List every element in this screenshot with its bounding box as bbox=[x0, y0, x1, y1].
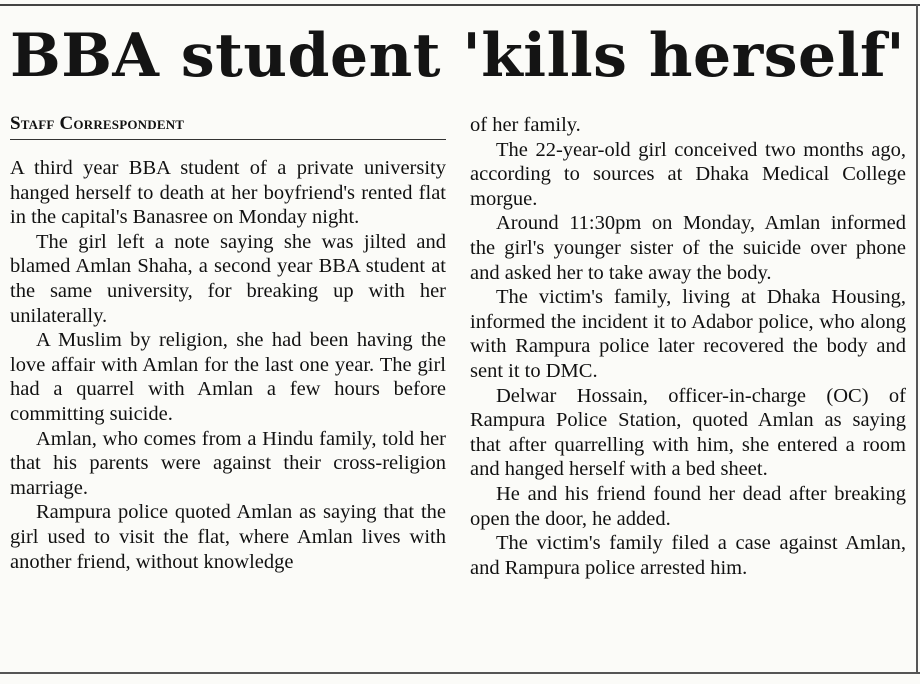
byline: Staff Correspondent bbox=[10, 112, 446, 140]
bottom-border-rule bbox=[0, 672, 920, 674]
headline: BBA student 'kills herself' bbox=[10, 21, 906, 91]
paragraph: The victim's family filed a case against Amlan, and Rampura police arrested him. bbox=[470, 532, 906, 579]
paragraph: Rampura police quoted Amlan as saying that the girl used to visit the flat, where Amlan lives with another friend, without knowledge bbox=[10, 501, 446, 573]
paragraph: He and his friend found her dead after breaking open the door, he added. bbox=[470, 482, 906, 530]
paragraph: The victim's family, living at Dhaka Housing, informed the incident it to Adabor police, who along with Rampura police later recovered the body and sent it to DMC. bbox=[470, 286, 906, 382]
right-border-rule bbox=[916, 4, 918, 674]
paragraph: Around 11:30pm on Monday, Amlan informed the girl's younger sister of the suicide over phone and asked her to take away the body. bbox=[470, 212, 906, 284]
paragraph: The girl left a note saying she was jilted and blamed Amlan Shaha, a second year BBA student at the same university, for breaking up with her unilaterally. bbox=[10, 230, 446, 327]
paragraph: Delwar Hossain, officer-in-charge (OC) of Rampura Police Station, quoted Amlan as saying that after quarrelling with him, she entered a room and hanged herself with a bed sheet. bbox=[470, 384, 906, 481]
left-column bbox=[10, 112, 446, 574]
top-border-rule bbox=[0, 4, 920, 6]
paragraph: A Muslim by religion, she had been having the love affair with Amlan for the last one year. The girl had a quarrel with Amlan a few hours before committing suicide. bbox=[10, 329, 446, 425]
right-column bbox=[470, 113, 906, 580]
paragraph: Amlan, who comes from a Hindu family, told her that his parents were against their cross-religion marriage. bbox=[10, 427, 446, 499]
paragraph: A third year BBA student of a private university hanged herself to death at her boyfriend's rented flat in the capital's Banasree on Monday night. bbox=[10, 157, 446, 229]
paragraph: The 22-year-old girl conceived two months ago, according to sources at Dhaka Medical College morgue. bbox=[470, 138, 906, 210]
paragraph: of her family. bbox=[470, 114, 581, 136]
